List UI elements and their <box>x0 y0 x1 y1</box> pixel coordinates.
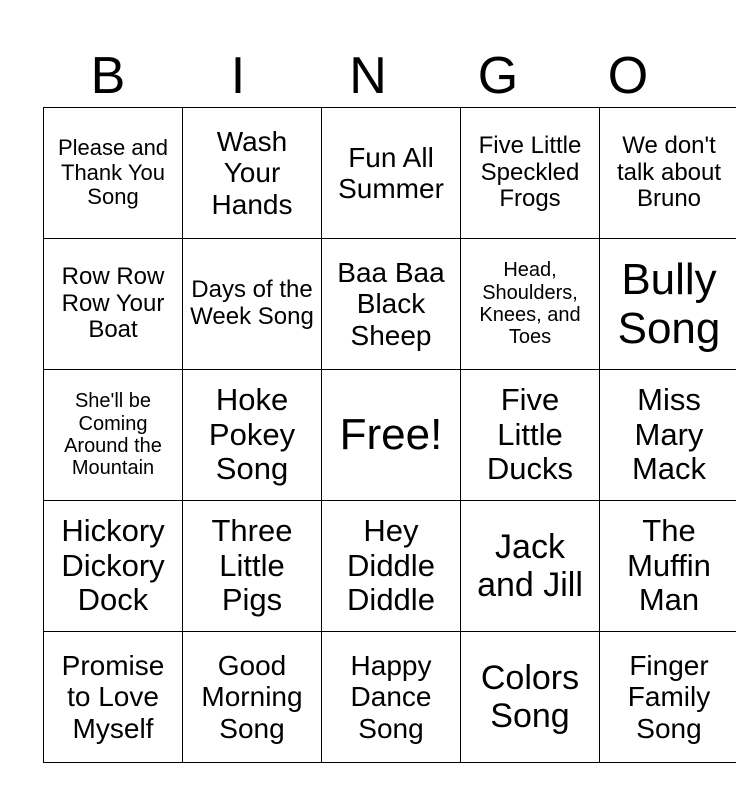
bingo-header <box>43 44 693 108</box>
bingo-cell[interactable]: We don't talk about Bruno <box>600 108 736 239</box>
bingo-cell[interactable]: Jack and Jill <box>461 501 600 632</box>
bingo-cell[interactable]: Head, Shoulders, Knees, and Toes <box>461 239 600 370</box>
bingo-cell[interactable]: Three Little Pigs <box>183 501 322 632</box>
bingo-cell[interactable]: Hoke Pokey Song <box>183 370 322 501</box>
grid-row <box>44 501 736 632</box>
bingo-cell[interactable]: The Muffin Man <box>600 501 736 632</box>
grid-row <box>44 239 736 370</box>
bingo-cell[interactable]: Please and Thank You Song <box>44 108 183 239</box>
bingo-cell[interactable]: Wash Your Hands <box>183 108 322 239</box>
header-letter-g: G <box>477 47 519 105</box>
bingo-cell[interactable]: Fun All Summer <box>322 108 461 239</box>
bingo-cell[interactable]: Five Little Speckled Frogs <box>461 108 600 239</box>
header-letter-i: I <box>230 47 246 105</box>
bingo-cell[interactable]: Hickory Dickory Dock <box>44 501 183 632</box>
bingo-cell[interactable]: Colors Song <box>461 632 600 763</box>
bingo-grid <box>43 107 736 763</box>
header-letter-b: B <box>90 47 126 105</box>
grid-row <box>44 632 736 763</box>
bingo-cell[interactable]: Promise to Love Myself <box>44 632 183 763</box>
bingo-cell[interactable]: She'll be Coming Around the Mountain <box>44 370 183 501</box>
free-space-cell[interactable]: Free! <box>322 370 461 501</box>
grid-row <box>44 108 736 239</box>
bingo-cell[interactable]: Good Morning Song <box>183 632 322 763</box>
bingo-cell[interactable]: Five Little Ducks <box>461 370 600 501</box>
bingo-cell[interactable]: Hey Diddle Diddle <box>322 501 461 632</box>
bingo-cell[interactable]: Happy Dance Song <box>322 632 461 763</box>
bingo-cell[interactable]: Baa Baa Black Sheep <box>322 239 461 370</box>
bingo-cell[interactable]: Miss Mary Mack <box>600 370 736 501</box>
header-letter-o: O <box>607 47 649 105</box>
bingo-cell[interactable]: Bully Song <box>600 239 736 370</box>
header-letter-n: N <box>349 47 387 105</box>
bingo-cell[interactable]: Finger Family Song <box>600 632 736 763</box>
grid-row <box>44 370 736 501</box>
bingo-cell[interactable]: Days of the Week Song <box>183 239 322 370</box>
bingo-cell[interactable]: Row Row Row Your Boat <box>44 239 183 370</box>
